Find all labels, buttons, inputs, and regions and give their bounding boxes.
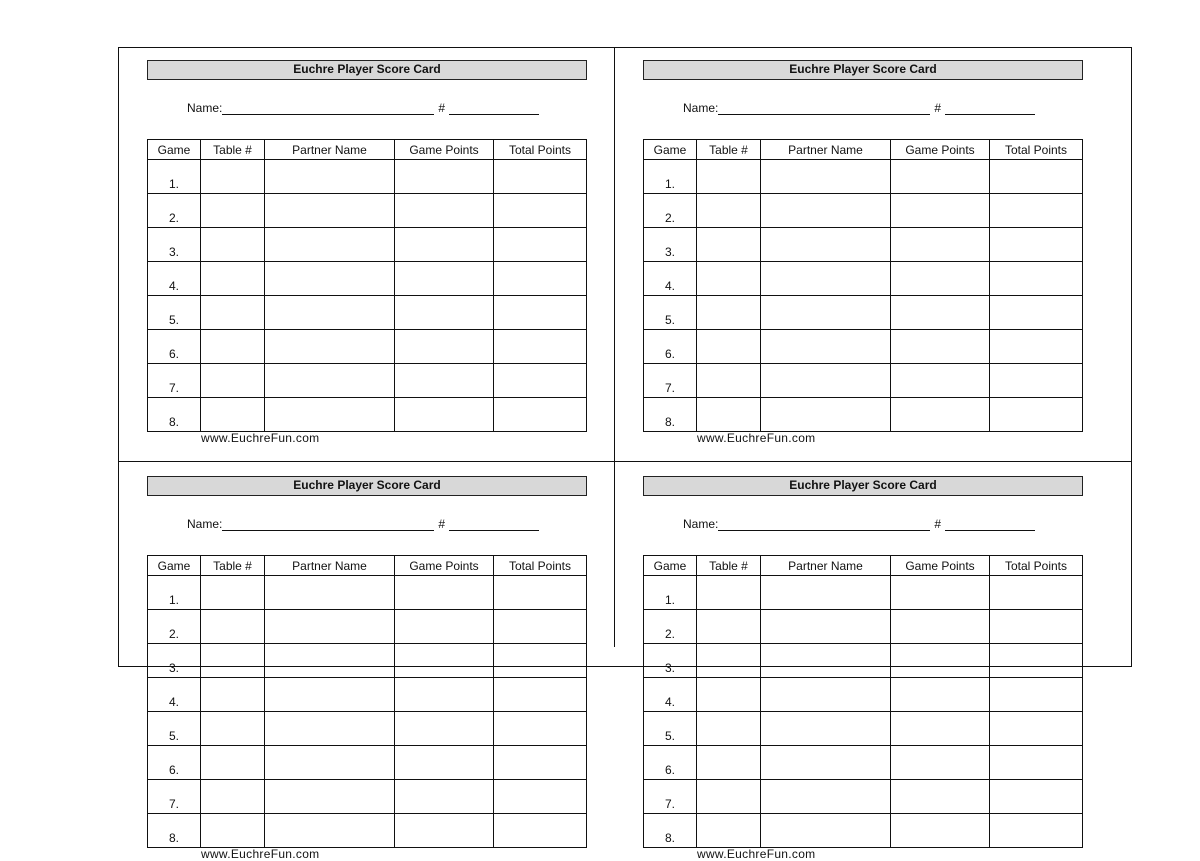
score-cell[interactable] <box>395 780 494 814</box>
score-table <box>147 139 587 432</box>
game-number: 7. <box>644 780 697 814</box>
game-number: 2. <box>148 194 201 228</box>
table-row <box>148 780 587 814</box>
score-cell[interactable] <box>201 644 265 678</box>
score-cell[interactable] <box>265 678 395 712</box>
score-cell[interactable] <box>494 296 587 330</box>
score-cell[interactable] <box>494 330 587 364</box>
column-header: Total Points <box>494 140 587 160</box>
table-row <box>148 364 587 398</box>
score-cell[interactable] <box>891 330 990 364</box>
score-cell[interactable] <box>891 610 990 644</box>
number-field[interactable] <box>945 102 1035 115</box>
game-number: 8. <box>148 398 201 432</box>
score-table <box>643 139 1083 432</box>
name-field[interactable] <box>222 518 434 531</box>
score-cell[interactable] <box>761 262 891 296</box>
score-cell[interactable] <box>891 398 990 432</box>
score-cell[interactable] <box>761 746 891 780</box>
score-cell[interactable] <box>990 814 1083 848</box>
table-row <box>148 746 587 780</box>
table-row <box>148 228 587 262</box>
game-number: 1. <box>148 160 201 194</box>
game-number: 5. <box>148 712 201 746</box>
column-header: Partner Name <box>265 556 395 576</box>
table-row <box>644 814 1083 848</box>
score-cell[interactable] <box>697 262 761 296</box>
score-cell[interactable] <box>494 262 587 296</box>
score-cell[interactable] <box>265 780 395 814</box>
score-cell[interactable] <box>761 330 891 364</box>
score-cell[interactable] <box>761 780 891 814</box>
game-number: 7. <box>148 364 201 398</box>
name-label: Name: <box>187 101 223 115</box>
score-cell[interactable] <box>761 296 891 330</box>
score-cell[interactable] <box>990 610 1083 644</box>
name-line <box>187 517 547 531</box>
score-cell[interactable] <box>697 678 761 712</box>
column-header: Partner Name <box>761 556 891 576</box>
score-cell[interactable] <box>697 712 761 746</box>
name-field[interactable] <box>222 102 434 115</box>
score-cell[interactable] <box>265 194 395 228</box>
game-number: 3. <box>644 228 697 262</box>
score-cell[interactable] <box>494 814 587 848</box>
score-cell[interactable] <box>265 610 395 644</box>
game-number: 8. <box>644 398 697 432</box>
score-cell[interactable] <box>990 746 1083 780</box>
column-header: Game Points <box>891 140 990 160</box>
score-cell[interactable] <box>891 296 990 330</box>
name-field[interactable] <box>718 518 930 531</box>
card-title: Euchre Player Score Card <box>643 476 1083 496</box>
score-cell[interactable] <box>201 160 265 194</box>
score-cell[interactable] <box>990 364 1083 398</box>
table-row <box>148 296 587 330</box>
score-cell[interactable] <box>697 330 761 364</box>
score-cell[interactable] <box>395 364 494 398</box>
score-cell[interactable] <box>697 296 761 330</box>
score-cell[interactable] <box>697 576 761 610</box>
score-cell[interactable] <box>201 576 265 610</box>
score-cell[interactable] <box>201 398 265 432</box>
table-row <box>644 644 1083 678</box>
table-row <box>644 160 1083 194</box>
score-cell[interactable] <box>395 610 494 644</box>
table-row <box>148 712 587 746</box>
score-cell[interactable] <box>697 610 761 644</box>
score-cell[interactable] <box>395 228 494 262</box>
score-cell[interactable] <box>201 780 265 814</box>
game-number: 4. <box>644 262 697 296</box>
table-row <box>148 160 587 194</box>
game-number: 2. <box>644 610 697 644</box>
score-cell[interactable] <box>891 746 990 780</box>
game-number: 3. <box>148 644 201 678</box>
score-cell[interactable] <box>201 712 265 746</box>
column-header: Game Points <box>395 556 494 576</box>
score-table <box>643 555 1083 848</box>
column-header: Game <box>644 140 697 160</box>
score-cell[interactable] <box>990 576 1083 610</box>
score-cell[interactable] <box>891 194 990 228</box>
horizontal-cut-line <box>118 461 1132 462</box>
score-cell[interactable] <box>697 160 761 194</box>
website-link[interactable]: www.EuchreFun.com <box>201 431 320 445</box>
score-cell[interactable] <box>891 712 990 746</box>
score-cell[interactable] <box>494 576 587 610</box>
score-cell[interactable] <box>201 194 265 228</box>
score-cell[interactable] <box>990 296 1083 330</box>
score-card-bottom-right <box>643 463 1083 861</box>
score-cell[interactable] <box>697 228 761 262</box>
table-header-row <box>644 140 1083 160</box>
table-row <box>148 330 587 364</box>
score-cell[interactable] <box>697 398 761 432</box>
score-card-top-left <box>147 47 587 457</box>
score-cell[interactable] <box>395 296 494 330</box>
score-cell[interactable] <box>761 576 891 610</box>
column-header: Table # <box>201 140 265 160</box>
name-label: Name: <box>683 101 719 115</box>
score-table <box>147 555 587 848</box>
score-cell[interactable] <box>494 160 587 194</box>
table-row <box>148 194 587 228</box>
score-cell[interactable] <box>990 262 1083 296</box>
number-field[interactable] <box>449 518 539 531</box>
game-number: 2. <box>148 610 201 644</box>
score-cell[interactable] <box>697 194 761 228</box>
table-row <box>148 576 587 610</box>
column-header: Table # <box>201 556 265 576</box>
table-row <box>644 678 1083 712</box>
score-cell[interactable] <box>761 644 891 678</box>
column-header: Game <box>148 556 201 576</box>
score-cell[interactable] <box>990 712 1083 746</box>
score-cell[interactable] <box>265 644 395 678</box>
score-cell[interactable] <box>395 814 494 848</box>
game-number: 4. <box>644 678 697 712</box>
game-number: 4. <box>148 678 201 712</box>
score-cell[interactable] <box>990 194 1083 228</box>
game-number: 8. <box>148 814 201 848</box>
card-title: Euchre Player Score Card <box>147 476 587 496</box>
table-row <box>644 296 1083 330</box>
score-cell[interactable] <box>265 262 395 296</box>
number-label: # <box>438 517 446 531</box>
game-number: 7. <box>148 780 201 814</box>
score-cell[interactable] <box>990 398 1083 432</box>
score-cell[interactable] <box>494 610 587 644</box>
game-number: 1. <box>644 576 697 610</box>
score-cell[interactable] <box>201 330 265 364</box>
score-cell[interactable] <box>697 364 761 398</box>
score-cell[interactable] <box>395 678 494 712</box>
score-cell[interactable] <box>201 746 265 780</box>
score-cell[interactable] <box>265 746 395 780</box>
score-cell[interactable] <box>891 228 990 262</box>
score-cell[interactable] <box>761 712 891 746</box>
score-cell[interactable] <box>201 296 265 330</box>
score-cell[interactable] <box>761 814 891 848</box>
table-row <box>148 398 587 432</box>
website-link[interactable]: www.EuchreFun.com <box>697 431 816 445</box>
column-header: Partner Name <box>265 140 395 160</box>
score-cell[interactable] <box>761 610 891 644</box>
score-cell[interactable] <box>265 398 395 432</box>
table-header-row <box>148 556 587 576</box>
name-label: Name: <box>187 517 223 531</box>
card-title: Euchre Player Score Card <box>643 60 1083 80</box>
score-card-bottom-left <box>147 463 587 861</box>
table-header-row <box>148 140 587 160</box>
table-row <box>644 194 1083 228</box>
score-cell[interactable] <box>395 576 494 610</box>
score-cell[interactable] <box>265 296 395 330</box>
game-number: 8. <box>644 814 697 848</box>
column-header: Total Points <box>990 140 1083 160</box>
number-field[interactable] <box>449 102 539 115</box>
website-link[interactable]: www.EuchreFun.com <box>697 847 816 861</box>
game-number: 5. <box>148 296 201 330</box>
score-cell[interactable] <box>201 814 265 848</box>
website-link[interactable]: www.EuchreFun.com <box>201 847 320 861</box>
score-cell[interactable] <box>891 364 990 398</box>
score-cell[interactable] <box>761 160 891 194</box>
score-cell[interactable] <box>990 780 1083 814</box>
score-cell[interactable] <box>395 746 494 780</box>
score-cell[interactable] <box>494 644 587 678</box>
score-cell[interactable] <box>697 814 761 848</box>
score-cell[interactable] <box>494 780 587 814</box>
score-cell[interactable] <box>395 712 494 746</box>
score-cell[interactable] <box>891 814 990 848</box>
score-cell[interactable] <box>395 398 494 432</box>
table-row <box>644 610 1083 644</box>
name-label: Name: <box>683 517 719 531</box>
table-row <box>148 814 587 848</box>
name-line <box>187 101 547 115</box>
score-cell[interactable] <box>891 576 990 610</box>
score-cell[interactable] <box>891 644 990 678</box>
name-line <box>683 517 1043 531</box>
table-row <box>644 576 1083 610</box>
column-header: Total Points <box>990 556 1083 576</box>
game-number: 4. <box>148 262 201 296</box>
column-header: Game <box>644 556 697 576</box>
table-row <box>644 780 1083 814</box>
table-row <box>148 610 587 644</box>
column-header: Partner Name <box>761 140 891 160</box>
table-row <box>148 678 587 712</box>
number-label: # <box>438 101 446 115</box>
score-cell[interactable] <box>697 780 761 814</box>
column-header: Game Points <box>395 140 494 160</box>
score-cell[interactable] <box>265 712 395 746</box>
number-label: # <box>934 101 942 115</box>
game-number: 3. <box>148 228 201 262</box>
table-row <box>644 228 1083 262</box>
table-row <box>644 398 1083 432</box>
score-cell[interactable] <box>990 160 1083 194</box>
table-row <box>644 712 1083 746</box>
score-cell[interactable] <box>990 228 1083 262</box>
score-cell[interactable] <box>761 398 891 432</box>
game-number: 6. <box>148 746 201 780</box>
score-cell[interactable] <box>697 746 761 780</box>
table-header-row <box>644 556 1083 576</box>
score-cell[interactable] <box>265 160 395 194</box>
score-cell[interactable] <box>201 262 265 296</box>
score-cell[interactable] <box>265 576 395 610</box>
table-row <box>644 746 1083 780</box>
score-cell[interactable] <box>395 160 494 194</box>
score-cell[interactable] <box>265 228 395 262</box>
vertical-cut-line <box>614 47 615 647</box>
table-row <box>148 644 587 678</box>
score-cell[interactable] <box>761 678 891 712</box>
score-cell[interactable] <box>891 678 990 712</box>
score-cell[interactable] <box>990 644 1083 678</box>
table-row <box>644 364 1083 398</box>
score-cell[interactable] <box>265 330 395 364</box>
score-cell[interactable] <box>395 194 494 228</box>
game-number: 6. <box>148 330 201 364</box>
name-line <box>683 101 1043 115</box>
score-cell[interactable] <box>761 194 891 228</box>
score-cell[interactable] <box>494 678 587 712</box>
score-cell[interactable] <box>494 194 587 228</box>
score-cell[interactable] <box>265 364 395 398</box>
game-number: 6. <box>644 746 697 780</box>
game-number: 1. <box>148 576 201 610</box>
score-cell[interactable] <box>891 160 990 194</box>
score-cell[interactable] <box>761 364 891 398</box>
score-cell[interactable] <box>494 712 587 746</box>
score-cell[interactable] <box>201 228 265 262</box>
score-cell[interactable] <box>761 228 891 262</box>
table-row <box>644 330 1083 364</box>
game-number: 5. <box>644 296 697 330</box>
column-header: Table # <box>697 556 761 576</box>
game-number: 3. <box>644 644 697 678</box>
score-cell[interactable] <box>494 398 587 432</box>
score-card-top-right <box>643 47 1083 457</box>
score-cell[interactable] <box>494 746 587 780</box>
name-field[interactable] <box>718 102 930 115</box>
table-row <box>644 262 1083 296</box>
column-header: Game <box>148 140 201 160</box>
card-title: Euchre Player Score Card <box>147 60 587 80</box>
score-cell[interactable] <box>201 610 265 644</box>
game-number: 6. <box>644 330 697 364</box>
score-cell[interactable] <box>395 262 494 296</box>
game-number: 1. <box>644 160 697 194</box>
score-cell[interactable] <box>395 330 494 364</box>
number-label: # <box>934 517 942 531</box>
column-header: Total Points <box>494 556 587 576</box>
game-number: 2. <box>644 194 697 228</box>
score-cell[interactable] <box>990 678 1083 712</box>
score-cell[interactable] <box>395 644 494 678</box>
column-header: Table # <box>697 140 761 160</box>
score-cell[interactable] <box>494 228 587 262</box>
score-cell[interactable] <box>265 814 395 848</box>
score-cell[interactable] <box>201 364 265 398</box>
score-cell[interactable] <box>201 678 265 712</box>
score-cell[interactable] <box>697 644 761 678</box>
score-cell[interactable] <box>891 262 990 296</box>
score-cell[interactable] <box>494 364 587 398</box>
table-row <box>148 262 587 296</box>
game-number: 5. <box>644 712 697 746</box>
column-header: Game Points <box>891 556 990 576</box>
game-number: 7. <box>644 364 697 398</box>
score-cell[interactable] <box>891 780 990 814</box>
score-cell[interactable] <box>990 330 1083 364</box>
number-field[interactable] <box>945 518 1035 531</box>
